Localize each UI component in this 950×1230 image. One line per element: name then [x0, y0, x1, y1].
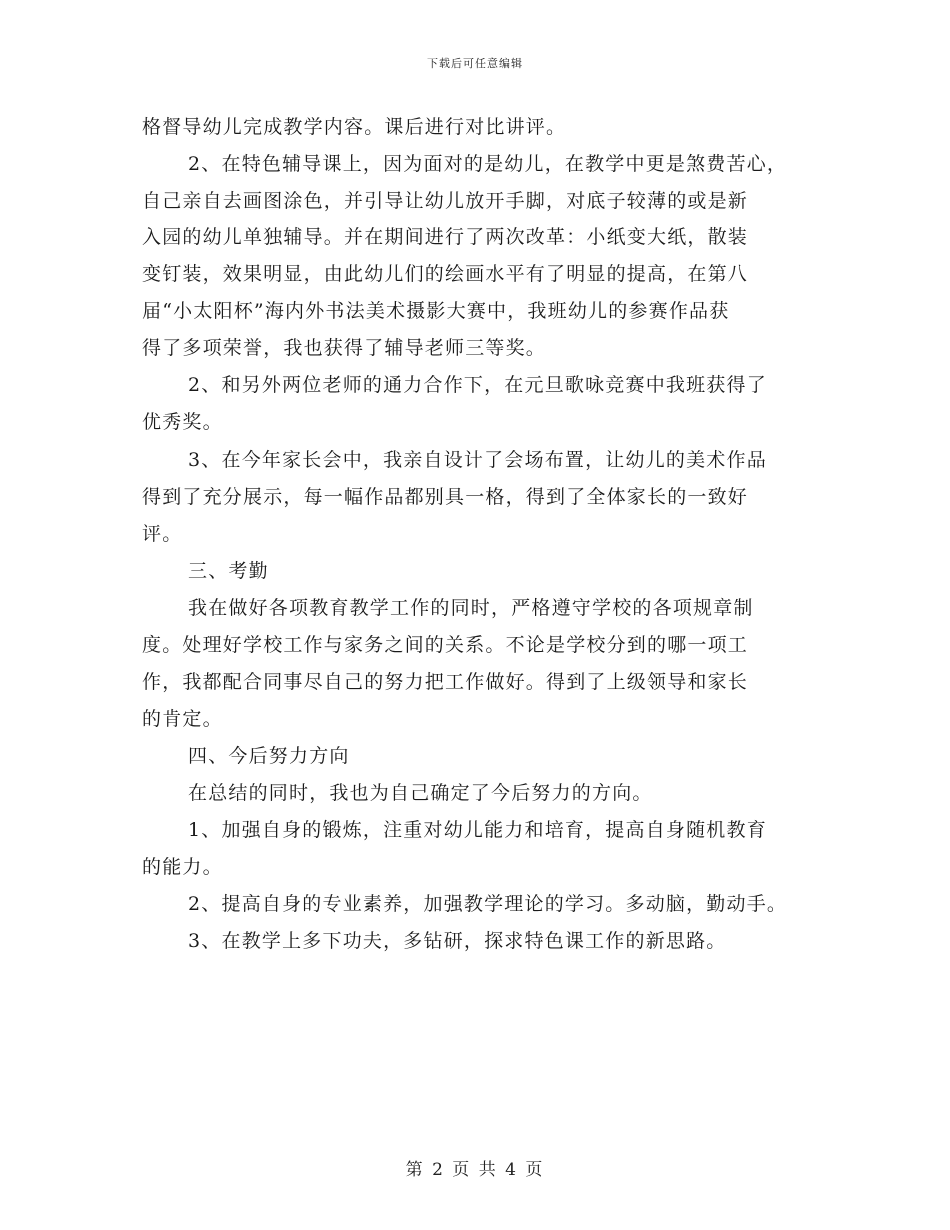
text-line: 入园的幼儿单独辅导。并在期间进行了两次改革：小纸变大纸，散装 — [142, 226, 749, 248]
section-heading: 四、今后努力方向 — [188, 745, 350, 767]
text-line: 度。处理好学校工作与家务之间的关系。不论是学校分到的哪一项工 — [142, 634, 749, 656]
text-line: 自己亲自去画图涂色，并引导让幼儿放开手脚，对底子较薄的或是新 — [142, 190, 749, 212]
text-line: 变钉装，效果明显，由此幼儿们的绘画水平有了明显的提高，在第八 — [142, 263, 749, 285]
page-header-note: 下载后可任意编辑 — [427, 57, 523, 70]
text-line: 优秀奖。 — [142, 411, 223, 433]
text-line: 2、在特色辅导课上，因为面对的是幼儿，在教学中更是煞费苦心， — [188, 153, 788, 175]
text-line: 我在做好各项教育教学工作的同时，严格遵守学校的各项规章制 — [188, 597, 754, 619]
text-line: 评。 — [142, 523, 183, 545]
text-line: 得了多项荣誉，我也获得了辅导老师三等奖。 — [142, 337, 547, 359]
text-line: 1、加强自身的锻炼，注重对幼儿能力和培育，提高自身随机教育 — [188, 819, 767, 841]
text-line: 2、和另外两位老师的通力合作下，在元旦歌咏竞赛中我班获得了 — [188, 374, 767, 396]
text-line: 3、在教学上多下功夫，多钻研，探求特色课工作的新思路。 — [188, 930, 727, 952]
section-heading: 三、考勤 — [188, 560, 269, 582]
text-line: 作，我都配合同事尽自己的努力把工作做好。得到了上级领导和家长 — [142, 671, 749, 693]
text-line: 届“小太阳杯”海内外书法美术摄影大赛中，我班幼儿的参赛作品获 — [142, 300, 730, 322]
text-line: 的能力。 — [142, 856, 223, 878]
text-line: 在总结的同时，我也为自己确定了今后努力的方向。 — [188, 782, 653, 804]
text-line: 得到了充分展示，每一幅作品都别具一格，得到了全体家长的一致好 — [142, 486, 749, 508]
text-line: 2、提高自身的专业素养，加强教学理论的学习。多动脑，勤动手。 — [188, 893, 788, 915]
page-number: 第 2 页 共 4 页 — [405, 1160, 545, 1180]
text-line: 格督导幼儿完成教学内容。课后进行对比讲评。 — [142, 116, 567, 138]
text-line: 3、在今年家长会中，我亲自设计了会场布置，让幼儿的美术作品 — [188, 449, 767, 471]
text-line: 的肯定。 — [142, 708, 223, 730]
